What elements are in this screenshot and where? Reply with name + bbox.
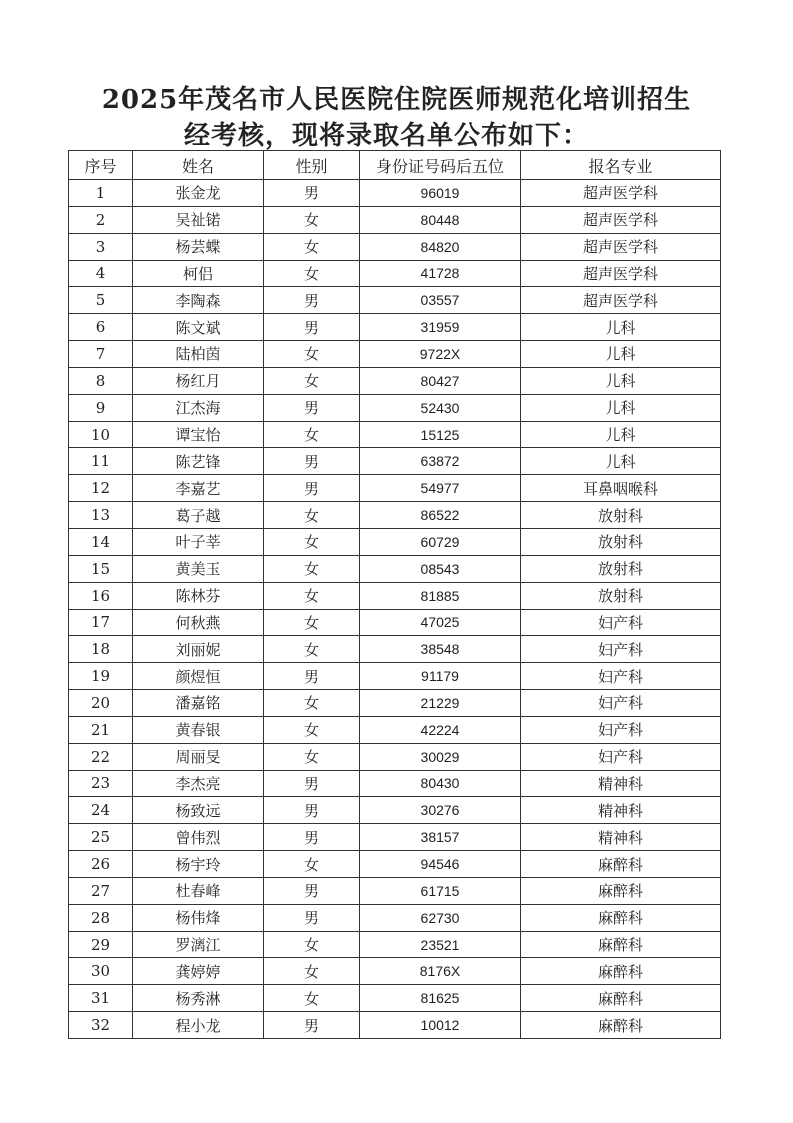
- title-line-2: 经考核，现将录取名单公布如下：: [183, 121, 589, 151]
- cell-gender: 女: [264, 958, 360, 985]
- cell-name: 刘丽妮: [133, 636, 264, 663]
- cell-specialty: 妇产科: [521, 743, 721, 770]
- cell-name: 杜春峰: [133, 877, 264, 904]
- header-name: 姓名: [133, 151, 264, 180]
- cell-gender: 女: [264, 528, 360, 555]
- cell-specialty: 妇产科: [521, 636, 721, 663]
- cell-specialty: 麻醉科: [521, 851, 721, 878]
- table-row: [69, 206, 721, 233]
- cell-name: 叶子莘: [133, 528, 264, 555]
- cell-id-suffix: 10012: [360, 1012, 521, 1039]
- cell-id-suffix: 9722X: [360, 341, 521, 368]
- cell-index: 8: [69, 367, 133, 394]
- table-row: [69, 475, 721, 502]
- cell-gender: 男: [264, 824, 360, 851]
- cell-index: 20: [69, 690, 133, 717]
- cell-gender: 女: [264, 743, 360, 770]
- header-specialty: 报名专业: [521, 151, 721, 180]
- cell-specialty: 儿科: [521, 421, 721, 448]
- cell-gender: 女: [264, 690, 360, 717]
- cell-id-suffix: 41728: [360, 260, 521, 287]
- header-index: 序号: [69, 151, 133, 180]
- cell-gender: 女: [264, 260, 360, 287]
- table-row: [69, 287, 721, 314]
- cell-id-suffix: 62730: [360, 904, 521, 931]
- table-row: [69, 367, 721, 394]
- title-line-1: 2025年茂名市人民医院住院医师规范化培训招生: [101, 85, 692, 115]
- table-row: [69, 636, 721, 663]
- cell-index: 27: [69, 877, 133, 904]
- cell-specialty: 超声医学科: [521, 206, 721, 233]
- cell-id-suffix: 54977: [360, 475, 521, 502]
- cell-gender: 男: [264, 394, 360, 421]
- cell-id-suffix: 86522: [360, 502, 521, 529]
- cell-index: 30: [69, 958, 133, 985]
- cell-id-suffix: 8176X: [360, 958, 521, 985]
- cell-specialty: 精神科: [521, 797, 721, 824]
- cell-specialty: 放射科: [521, 502, 721, 529]
- cell-name: 杨芸蝶: [133, 233, 264, 260]
- table-row: [69, 663, 721, 690]
- cell-name: 张金龙: [133, 180, 264, 207]
- table-row: [69, 341, 721, 368]
- cell-index: 14: [69, 528, 133, 555]
- cell-index: 16: [69, 582, 133, 609]
- cell-id-suffix: 81885: [360, 582, 521, 609]
- cell-gender: 女: [264, 555, 360, 582]
- cell-index: 10: [69, 421, 133, 448]
- table-row: [69, 528, 721, 555]
- table-row: [69, 824, 721, 851]
- cell-gender: 女: [264, 421, 360, 448]
- cell-index: 11: [69, 448, 133, 475]
- cell-name: 江杰海: [133, 394, 264, 421]
- cell-index: 22: [69, 743, 133, 770]
- cell-name: 杨致远: [133, 797, 264, 824]
- cell-id-suffix: 96019: [360, 180, 521, 207]
- cell-gender: 男: [264, 797, 360, 824]
- cell-specialty: 麻醉科: [521, 904, 721, 931]
- cell-name: 罗漓江: [133, 931, 264, 958]
- cell-index: 19: [69, 663, 133, 690]
- cell-id-suffix: 52430: [360, 394, 521, 421]
- cell-name: 黄春银: [133, 716, 264, 743]
- cell-gender: 女: [264, 985, 360, 1012]
- cell-id-suffix: 63872: [360, 448, 521, 475]
- cell-name: 何秋燕: [133, 609, 264, 636]
- cell-specialty: 超声医学科: [521, 260, 721, 287]
- cell-name: 杨伟烽: [133, 904, 264, 931]
- cell-id-suffix: 84820: [360, 233, 521, 260]
- cell-name: 葛子越: [133, 502, 264, 529]
- cell-name: 陈艺锋: [133, 448, 264, 475]
- cell-index: 28: [69, 904, 133, 931]
- cell-specialty: 妇产科: [521, 609, 721, 636]
- cell-index: 2: [69, 206, 133, 233]
- cell-name: 柯侣: [133, 260, 264, 287]
- cell-specialty: 麻醉科: [521, 958, 721, 985]
- cell-id-suffix: 21229: [360, 690, 521, 717]
- admission-table: [68, 150, 721, 1039]
- cell-name: 潘嘉铭: [133, 690, 264, 717]
- table-row: [69, 958, 721, 985]
- cell-specialty: 超声医学科: [521, 233, 721, 260]
- table-row: [69, 582, 721, 609]
- cell-specialty: 儿科: [521, 341, 721, 368]
- cell-index: 26: [69, 851, 133, 878]
- table-row: [69, 877, 721, 904]
- cell-specialty: 耳鼻咽喉科: [521, 475, 721, 502]
- table-row: [69, 502, 721, 529]
- cell-name: 杨红月: [133, 367, 264, 394]
- cell-name: 曾伟烈: [133, 824, 264, 851]
- cell-index: 12: [69, 475, 133, 502]
- table-row: [69, 690, 721, 717]
- cell-name: 吴祉锘: [133, 206, 264, 233]
- table-row: [69, 421, 721, 448]
- cell-specialty: 超声医学科: [521, 180, 721, 207]
- cell-gender: 女: [264, 931, 360, 958]
- cell-gender: 男: [264, 1012, 360, 1039]
- cell-name: 陈文斌: [133, 314, 264, 341]
- cell-name: 程小龙: [133, 1012, 264, 1039]
- cell-gender: 男: [264, 180, 360, 207]
- cell-specialty: 妇产科: [521, 716, 721, 743]
- cell-id-suffix: 80448: [360, 206, 521, 233]
- cell-name: 李杰亮: [133, 770, 264, 797]
- table-row: [69, 716, 721, 743]
- cell-specialty: 放射科: [521, 528, 721, 555]
- cell-id-suffix: 23521: [360, 931, 521, 958]
- cell-specialty: 麻醉科: [521, 1012, 721, 1039]
- cell-gender: 女: [264, 851, 360, 878]
- cell-id-suffix: 94546: [360, 851, 521, 878]
- cell-index: 31: [69, 985, 133, 1012]
- cell-index: 17: [69, 609, 133, 636]
- cell-specialty: 麻醉科: [521, 931, 721, 958]
- cell-index: 18: [69, 636, 133, 663]
- table-row: [69, 904, 721, 931]
- cell-id-suffix: 31959: [360, 314, 521, 341]
- cell-id-suffix: 80427: [360, 367, 521, 394]
- cell-specialty: 妇产科: [521, 690, 721, 717]
- cell-id-suffix: 03557: [360, 287, 521, 314]
- cell-name: 周丽旻: [133, 743, 264, 770]
- cell-id-suffix: 15125: [360, 421, 521, 448]
- cell-specialty: 精神科: [521, 770, 721, 797]
- cell-id-suffix: 91179: [360, 663, 521, 690]
- cell-gender: 女: [264, 636, 360, 663]
- cell-gender: 女: [264, 206, 360, 233]
- table-row: [69, 851, 721, 878]
- cell-index: 9: [69, 394, 133, 421]
- cell-id-suffix: 08543: [360, 555, 521, 582]
- table-row: [69, 797, 721, 824]
- cell-id-suffix: 42224: [360, 716, 521, 743]
- cell-id-suffix: 38548: [360, 636, 521, 663]
- cell-id-suffix: 61715: [360, 877, 521, 904]
- cell-id-suffix: 47025: [360, 609, 521, 636]
- table-body: [69, 180, 721, 1039]
- cell-gender: 女: [264, 716, 360, 743]
- cell-specialty: 麻醉科: [521, 877, 721, 904]
- cell-id-suffix: 81625: [360, 985, 521, 1012]
- table-row: [69, 394, 721, 421]
- cell-gender: 女: [264, 582, 360, 609]
- table-row: [69, 985, 721, 1012]
- cell-name: 龚婷婷: [133, 958, 264, 985]
- table-row: [69, 1012, 721, 1039]
- cell-index: 32: [69, 1012, 133, 1039]
- cell-name: 李嘉艺: [133, 475, 264, 502]
- cell-gender: 男: [264, 287, 360, 314]
- header-id-suffix: 身份证号码后五位: [360, 151, 521, 180]
- table-row: [69, 314, 721, 341]
- table-row: [69, 180, 721, 207]
- table-header-row: [69, 151, 721, 180]
- cell-index: 13: [69, 502, 133, 529]
- cell-specialty: 儿科: [521, 394, 721, 421]
- document-title: [0, 82, 793, 154]
- cell-gender: 女: [264, 341, 360, 368]
- cell-gender: 女: [264, 502, 360, 529]
- cell-name: 杨宇玲: [133, 851, 264, 878]
- cell-index: 3: [69, 233, 133, 260]
- table-row: [69, 931, 721, 958]
- cell-gender: 女: [264, 367, 360, 394]
- cell-index: 24: [69, 797, 133, 824]
- cell-index: 5: [69, 287, 133, 314]
- cell-gender: 男: [264, 904, 360, 931]
- cell-gender: 男: [264, 663, 360, 690]
- cell-gender: 男: [264, 877, 360, 904]
- cell-index: 1: [69, 180, 133, 207]
- cell-id-suffix: 30029: [360, 743, 521, 770]
- cell-name: 陆柏茵: [133, 341, 264, 368]
- cell-specialty: 儿科: [521, 448, 721, 475]
- cell-gender: 男: [264, 475, 360, 502]
- cell-name: 李陶森: [133, 287, 264, 314]
- cell-index: 29: [69, 931, 133, 958]
- table-row: [69, 555, 721, 582]
- cell-index: 4: [69, 260, 133, 287]
- cell-gender: 男: [264, 448, 360, 475]
- cell-index: 6: [69, 314, 133, 341]
- table-row: [69, 448, 721, 475]
- cell-name: 谭宝怡: [133, 421, 264, 448]
- cell-name: 颜煜恒: [133, 663, 264, 690]
- cell-gender: 男: [264, 314, 360, 341]
- table-row: [69, 233, 721, 260]
- cell-specialty: 超声医学科: [521, 287, 721, 314]
- cell-specialty: 妇产科: [521, 663, 721, 690]
- cell-index: 25: [69, 824, 133, 851]
- cell-index: 21: [69, 716, 133, 743]
- cell-specialty: 放射科: [521, 582, 721, 609]
- cell-id-suffix: 60729: [360, 528, 521, 555]
- cell-name: 黄美玉: [133, 555, 264, 582]
- cell-specialty: 放射科: [521, 555, 721, 582]
- table-row: [69, 260, 721, 287]
- table-row: [69, 743, 721, 770]
- cell-specialty: 儿科: [521, 314, 721, 341]
- cell-index: 15: [69, 555, 133, 582]
- cell-specialty: 精神科: [521, 824, 721, 851]
- cell-id-suffix: 30276: [360, 797, 521, 824]
- cell-gender: 女: [264, 233, 360, 260]
- header-gender: 性别: [264, 151, 360, 180]
- table-row: [69, 770, 721, 797]
- cell-name: 陈林芬: [133, 582, 264, 609]
- cell-name: 杨秀淋: [133, 985, 264, 1012]
- cell-id-suffix: 80430: [360, 770, 521, 797]
- table-row: [69, 609, 721, 636]
- cell-specialty: 儿科: [521, 367, 721, 394]
- cell-index: 7: [69, 341, 133, 368]
- cell-specialty: 麻醉科: [521, 985, 721, 1012]
- cell-id-suffix: 38157: [360, 824, 521, 851]
- cell-index: 23: [69, 770, 133, 797]
- cell-gender: 女: [264, 609, 360, 636]
- cell-gender: 男: [264, 770, 360, 797]
